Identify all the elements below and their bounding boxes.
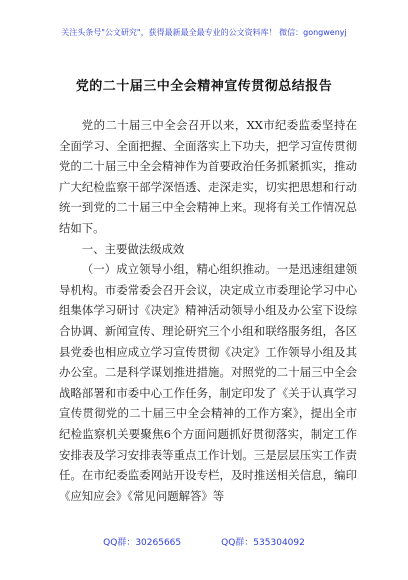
body-paragraph-main: （一）成立领导小组，精心组织推动。一是迅速组建领导机构。市委常委会召开会议，决定成立市委理论学习中心组集体学习研讨《决定》精神活动领导小组及办公室下设综合协调、新闻宣传、理论研究三个小组和联络服务组，各区县党委也相应成立学习宣传贯彻《决定》工作领导小组及其办公室。二是科学谋划推进措施。对照党的二十届三中全会战略部署和市委中心工作任务，制定印发了《关于认真学习宣传贯彻党的二十届三中全会精神的工作方案》，提出全市纪检监察机关要聚焦6个方面问题抓好贯彻落实，制定工作安排表及学习安排表等重点工作计划。三是层层压实工作责任。在市纪委监委网站开设专栏，及时推送相关信息，编印《应知应会》《常见问题解答》等 <box>59 262 357 503</box>
header-promo-note: 关注头条号"公文研究"，获得最新最全最专业的公文资料库！ 微信：gongwenyj <box>61 28 347 37</box>
document-body <box>59 115 357 506</box>
footer-qq-group-2: QQ群：535304092 <box>221 538 305 548</box>
footer-qq-group-1: QQ群：30265665 <box>103 538 182 548</box>
body-paragraph-intro: 党的二十届三中全会召开以来，XX市纪委监委坚持在全面学习、全面把握、全面落实上下功夫，把学习宣传贯彻党的二十届三中全会精神作为首要政治任务抓紧抓实，推动广大纪检监察干部学深悟透、走深走实，切实把思想和行动统一到党的二十届三中全会精神上来。现将有关工作情况总结如下。 <box>59 118 357 235</box>
document-title: 党的二十届三中全会精神宣传贯彻总结报告 <box>75 79 333 94</box>
section-heading: 一、主要做法级成效 <box>81 241 185 256</box>
footer-contact <box>0 535 408 548</box>
